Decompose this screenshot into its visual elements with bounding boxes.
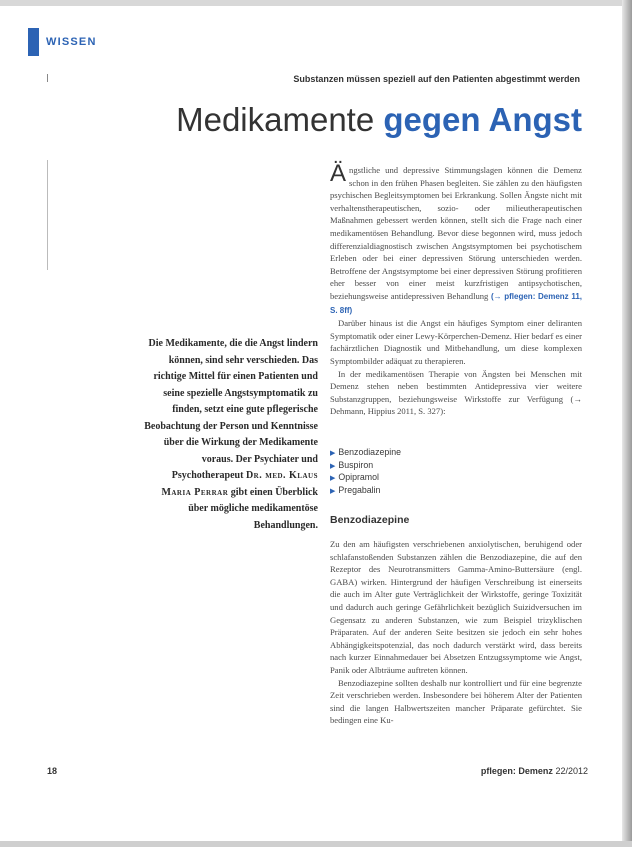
body-paragraph-1 [330,160,582,317]
section-heading: Benzodiazepine [330,514,410,526]
body-paragraph-1-text: ngstliche und depressive Stimmungslagen können die Demenz schon in den frühen Phasen begleiten. Sie zählen zu den häufigsten psychischen Begleitsymptomen bei Erkrankung. Sollen Ängste nicht mit verhaltenstherapeutischen, sozio- oder milieutherapeutischen Maßnahmen gebessert werden können, stellt sich die Frage nach einer medikamentösen Behandlung. Bevor diese begonnen wird, muss jedoch differenzialdiagnostisch zwischen Angstsymptomen bei psychotischem Erleben oder bei einer depressiven Störung unterschieden werden. Betroffene der Angstsymptome bei einer depressiven Störung profitieren eher besser von einer meist kurzfristigen antipsychotischen, beziehungsweise antidepressiven Behandlung [330,165,582,301]
section-label: WISSEN [46,36,97,48]
page-number: 18 [47,766,58,776]
triangle-bullet-icon: ▶ [330,475,336,483]
footer-brand: pflegen: Demenz [480,766,553,776]
page-edge-top [0,0,632,6]
list-item-label: Pregabalin [338,484,381,495]
intro-author: Dr. med. Klaus Maria Perrar [161,470,318,498]
title-accent-part: gegen Angst [383,101,582,138]
footer-issue: 22/2012 [555,766,588,776]
drop-cap: Ä [330,160,347,187]
list-item [330,447,530,460]
article-title [176,100,582,140]
margin-rule-lower [47,160,48,270]
section-tab-marker [28,28,39,56]
article-intro [140,336,318,534]
list-item [330,472,530,485]
body-paragraph-2: Darüber hinaus ist die Angst ein häufiges Symptom einer deliranten Symptomatik oder einer Lewy-Körperchen-Demenz. Hier bedarf es einer fachärztlichen Diagnostik und Mitbehandlung, um diese komplexen Symptombilder adäquat zu therapieren. [330,318,582,366]
page-edge-bottom [0,841,632,847]
list-item-label: Buspiron [338,459,374,470]
triangle-bullet-icon: ▶ [330,450,336,457]
body-column-upper [330,160,582,418]
body-paragraph-5: Benzodiazepine sollten deshalb nur kontrolliert und für eine begrenzte Zeit verschrieben werden. Insbesondere bei höherem Alter der Patienten sind die langen Halbwertszeiten mancher Präparate gefürchtet. Sie bedingen eine Ku- [330,677,582,726]
page-edge-right [622,0,632,847]
list-item [330,485,530,498]
intro-text-before: Die Medikamente, die die Angst lindern können, sind sehr verschieden. Das richtige Mittel für einen Patienten und seine spezielle Angstsymptomatik zu finden, setzt eine gute pflegerische Beobachtung der Person und Kenntnisse über die Wirkung der Medikamente voraus. Der Psychiater und Psychotherapeut [144,338,318,481]
footer-publication [481,766,588,776]
list-item-label: Benzodiazepine [338,447,401,457]
title-light-part: Medikamente [176,101,384,138]
list-item [330,460,530,473]
intro-text-after: gibt einen Überblick über mögliche medikamentöse Behandlungen. [188,486,318,531]
body-paragraph-3: In der medikamentösen Therapie von Ängsten bei Menschen mit Demenz stehen neben bestimmten Antidepressiva vier weitere Substanzgruppen, beziehungsweise Wirkstoffe zur Verfügung (→ Dehmann, Hippius 2011, S. 327): [330,368,582,417]
reference-link[interactable]: (→ pflegen: Demenz 11, S. 8ff) [330,291,582,315]
margin-rule [47,74,48,82]
triangle-bullet-icon: ▶ [330,462,336,470]
list-item-label: Opipramol [338,472,379,483]
article-subtitle: Substanzen müssen speziell auf den Patienten abgestimmt werden [293,74,580,84]
body-paragraph-4: Zu den am häufigsten verschriebenen anxiolytischen, beruhigend oder schlafanstoßenden Substanzen zählen die Benzodiazepine, die auf den Rezeptor des Neurotransmitters Gamma-Amino-Buttersäure (engl. GABA) wirken. Hintergrund der häufigen Verschreibung ist einerseits die auch im Alter gute Verträglichkeit der Wirkstoffe, geringe Toxizität und dadurch auch geringe Gefährlichkeit bezüglich Suizidversuchen im Gegensatz zu anderen Substanzen, wie zum Beispiel trizyklischen Präparaten. Auf der anderen Seite besitzen sie jedoch ein sehr hohes Abhängigkeitspotenzial, das noch dadurch verstärkt wird, dass bereits nach kurzer Einnahmedauer bei Absetzen Entzugssymptome wie Angst, Panik oder Albträume auftreten können. [330,539,582,675]
body-column-lower [330,538,582,727]
substance-list [330,447,530,497]
triangle-bullet-icon: ▶ [330,487,336,495]
